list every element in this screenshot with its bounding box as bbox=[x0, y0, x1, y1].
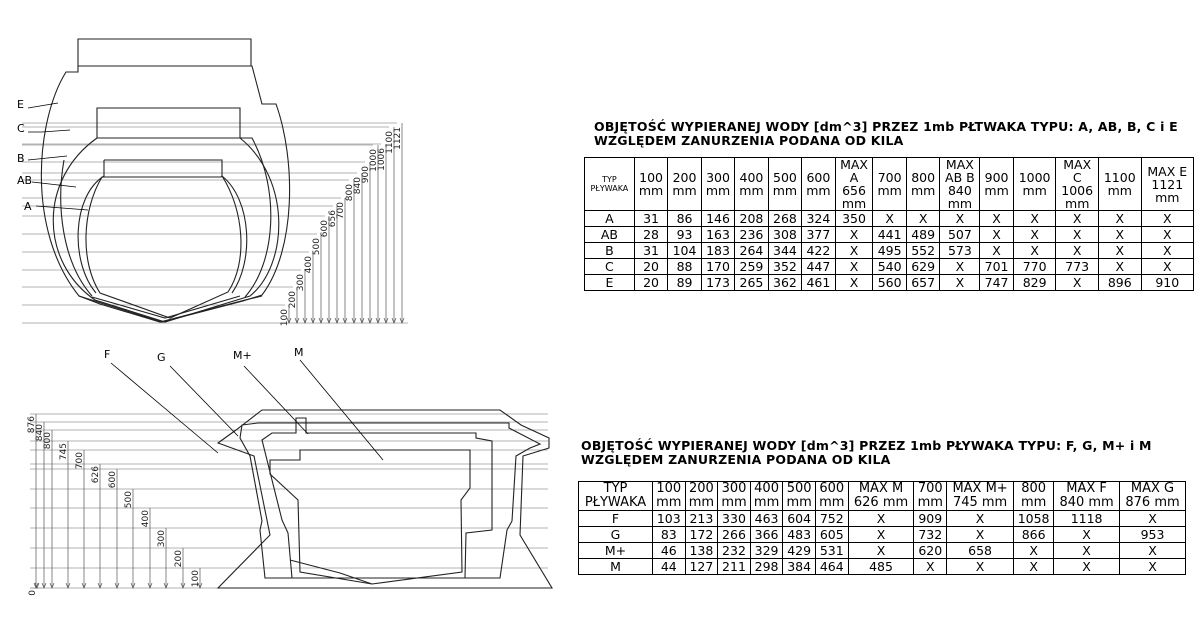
dimension-label: 840 bbox=[353, 177, 363, 195]
table2-cell: X bbox=[1054, 543, 1120, 559]
table2-cell: 384 bbox=[783, 559, 816, 575]
top-label-leaders bbox=[28, 103, 88, 210]
table2-title-line2: WZGLĘDEM ZANURZENIA PODANA OD KILA bbox=[581, 452, 891, 467]
table1-header-7: MAX A 656 mm bbox=[835, 158, 873, 211]
label-B: B bbox=[17, 152, 25, 165]
table1-cell: X bbox=[940, 275, 980, 291]
table1 bbox=[584, 157, 1194, 291]
table2-cell: F bbox=[579, 511, 653, 527]
dimension-label: 745 bbox=[59, 443, 69, 461]
table2-cell: X bbox=[1014, 559, 1054, 575]
table1-cell: 910 bbox=[1141, 275, 1193, 291]
table1-header-15: MAX E 1121 mm bbox=[1141, 158, 1193, 211]
table1-cell: 236 bbox=[735, 227, 768, 243]
table1-cell: X bbox=[1098, 211, 1141, 227]
table2-cell: 366 bbox=[750, 527, 783, 543]
table2-cell: 605 bbox=[815, 527, 848, 543]
table1-cell: X bbox=[1098, 243, 1141, 259]
table1-title bbox=[594, 120, 1178, 148]
table1-cell: 183 bbox=[701, 243, 734, 259]
label-M: M bbox=[294, 346, 304, 359]
table2-cell: 732 bbox=[914, 527, 947, 543]
table1-cell: X bbox=[835, 259, 873, 275]
table-row bbox=[579, 559, 1186, 575]
table2-cell: 1058 bbox=[1014, 511, 1054, 527]
table2-cell: 46 bbox=[653, 543, 686, 559]
table1-cell: 344 bbox=[768, 243, 801, 259]
table2-cell: 1118 bbox=[1054, 511, 1120, 527]
table2-cell: M bbox=[579, 559, 653, 575]
table1-cell: 422 bbox=[802, 243, 835, 259]
table1-cell: 573 bbox=[940, 243, 980, 259]
table1-cell: X bbox=[1141, 211, 1193, 227]
table1-cell: X bbox=[906, 211, 939, 227]
table2-cell: 266 bbox=[718, 527, 751, 543]
table2-cell: 909 bbox=[914, 511, 947, 527]
table1-cell: 350 bbox=[835, 211, 873, 227]
table1-cell: X bbox=[940, 211, 980, 227]
table2-header-0: TYP PŁYWAKA bbox=[579, 482, 653, 511]
dimension-label: 300 bbox=[296, 274, 306, 292]
table1-cell: X bbox=[1098, 227, 1141, 243]
table1-cell: AB bbox=[585, 227, 635, 243]
table2-cell: 172 bbox=[685, 527, 718, 543]
table2-cell: 329 bbox=[750, 543, 783, 559]
table2-title-line1: OBJĘTOŚĆ WYPIERANEJ WODY [dm^3] PRZEZ 1mb PŁYWAKA TYPU: F, G, M+ i M bbox=[581, 438, 1152, 453]
table2-cell: 463 bbox=[750, 511, 783, 527]
table-row bbox=[585, 211, 1194, 227]
table1-header-13: MAX C 1006 mm bbox=[1056, 158, 1099, 211]
table-row bbox=[585, 243, 1194, 259]
dimension-label: 300 bbox=[157, 530, 167, 548]
table2-cell: 604 bbox=[783, 511, 816, 527]
table1-cell: 268 bbox=[768, 211, 801, 227]
table1-cell: E bbox=[585, 275, 635, 291]
table1-cell: 88 bbox=[668, 259, 701, 275]
dimension-label: 1100 bbox=[385, 131, 395, 154]
table-row bbox=[585, 275, 1194, 291]
table1-cell: 264 bbox=[735, 243, 768, 259]
dimension-label: 1006 bbox=[377, 148, 387, 171]
table2-cell: X bbox=[1014, 543, 1054, 559]
table1-cell: X bbox=[835, 243, 873, 259]
table2-header-2: 200 mm bbox=[685, 482, 718, 511]
table2-cell: 138 bbox=[685, 543, 718, 559]
table1-header-5: 500 mm bbox=[768, 158, 801, 211]
dimension-label: 600 bbox=[108, 471, 118, 489]
table2-cell: X bbox=[1120, 511, 1186, 527]
table1-header-14: 1100 mm bbox=[1098, 158, 1141, 211]
table1-cell: 265 bbox=[735, 275, 768, 291]
table1-header-8: 700 mm bbox=[873, 158, 906, 211]
top-hull-profiles bbox=[41, 39, 289, 322]
table1-cell: X bbox=[873, 211, 906, 227]
table2-header-6: 600 mm bbox=[815, 482, 848, 511]
table1-cell: 829 bbox=[1013, 275, 1056, 291]
table2-header-7: MAX M 626 mm bbox=[848, 482, 914, 511]
table1-cell: 208 bbox=[735, 211, 768, 227]
table2-cell: X bbox=[1120, 559, 1186, 575]
bottom-hull-profiles bbox=[218, 410, 552, 588]
bottom-type-labels bbox=[104, 346, 304, 364]
table1-cell: 146 bbox=[701, 211, 734, 227]
table2-cell: 531 bbox=[815, 543, 848, 559]
table2-header-row bbox=[579, 482, 1186, 511]
dimension-label: 900 bbox=[361, 166, 371, 184]
table2-cell: 429 bbox=[783, 543, 816, 559]
table2-cell: 752 bbox=[815, 511, 848, 527]
table1-cell: 308 bbox=[768, 227, 801, 243]
table2-cell: X bbox=[947, 527, 1014, 543]
table1-header-row bbox=[585, 158, 1194, 211]
table2-cell: 330 bbox=[718, 511, 751, 527]
table2-cell: 866 bbox=[1014, 527, 1054, 543]
table1-cell: X bbox=[1141, 227, 1193, 243]
table2-title bbox=[581, 439, 1152, 467]
table2-cell: X bbox=[848, 543, 914, 559]
table2-cell: X bbox=[947, 559, 1014, 575]
table1-cell: X bbox=[1056, 243, 1099, 259]
table2-cell: 485 bbox=[848, 559, 914, 575]
table1-header-1: 100 mm bbox=[634, 158, 667, 211]
table-row bbox=[585, 259, 1194, 275]
table1-header-9: 800 mm bbox=[906, 158, 939, 211]
table1-cell: 377 bbox=[802, 227, 835, 243]
bottom-waterlines bbox=[30, 414, 548, 588]
table1-header-12: 1000 mm bbox=[1013, 158, 1056, 211]
table1-cell: 20 bbox=[634, 259, 667, 275]
table1-cell: X bbox=[940, 259, 980, 275]
table1-cell: 552 bbox=[906, 243, 939, 259]
table2-cell: 298 bbox=[750, 559, 783, 575]
table1-cell: 560 bbox=[873, 275, 906, 291]
table1-cell: C bbox=[585, 259, 635, 275]
table1-header-4: 400 mm bbox=[735, 158, 768, 211]
table2-cell: 232 bbox=[718, 543, 751, 559]
dimension-label: 700 bbox=[336, 202, 346, 220]
table2 bbox=[578, 481, 1186, 575]
table1-cell: 31 bbox=[634, 243, 667, 259]
table1-cell: 170 bbox=[701, 259, 734, 275]
table2-header-9: MAX M+ 745 mm bbox=[947, 482, 1014, 511]
table2-cell: X bbox=[1054, 559, 1120, 575]
table2-header-8: 700 mm bbox=[914, 482, 947, 511]
table1-cell: A bbox=[585, 211, 635, 227]
table1-cell: 362 bbox=[768, 275, 801, 291]
table2-cell: 658 bbox=[947, 543, 1014, 559]
table1-cell: X bbox=[835, 227, 873, 243]
dimension-label: 400 bbox=[304, 256, 314, 274]
label-G: G bbox=[157, 351, 166, 364]
table1-cell: 20 bbox=[634, 275, 667, 291]
dimension-label: 1121 bbox=[393, 127, 403, 150]
table1-cell: 352 bbox=[768, 259, 801, 275]
table-row bbox=[585, 227, 1194, 243]
table1-cell: X bbox=[835, 275, 873, 291]
table2-cell: M+ bbox=[579, 543, 653, 559]
table1-cell: X bbox=[1013, 227, 1056, 243]
table1-cell: 441 bbox=[873, 227, 906, 243]
table-row bbox=[579, 511, 1186, 527]
table1-cell: 28 bbox=[634, 227, 667, 243]
dimension-label: 876 bbox=[27, 416, 37, 434]
table2-header-1: 100 mm bbox=[653, 482, 686, 511]
table2-cell: X bbox=[1054, 527, 1120, 543]
dimension-label: 400 bbox=[141, 510, 151, 528]
table1-cell: 657 bbox=[906, 275, 939, 291]
table1-cell: X bbox=[1013, 243, 1056, 259]
table1-cell: X bbox=[980, 227, 1013, 243]
table2-header-11: MAX F 840 mm bbox=[1054, 482, 1120, 511]
label-M-plus: M+ bbox=[233, 349, 252, 362]
table2-cell: 464 bbox=[815, 559, 848, 575]
table2-cell: X bbox=[914, 559, 947, 575]
table2-cell: 483 bbox=[783, 527, 816, 543]
table1-cell: 93 bbox=[668, 227, 701, 243]
dimension-label: 600 bbox=[320, 220, 330, 238]
label-A: A bbox=[24, 200, 32, 213]
table1-cell: 89 bbox=[668, 275, 701, 291]
table1-header-11: 900 mm bbox=[980, 158, 1013, 211]
table1-cell: 747 bbox=[980, 275, 1013, 291]
table1-header-10: MAX AB B 840 mm bbox=[940, 158, 980, 211]
dimension-label: 656 bbox=[328, 210, 338, 228]
table1-cell: X bbox=[980, 243, 1013, 259]
dimension-label: 500 bbox=[312, 238, 322, 256]
dimension-label: 100 bbox=[280, 309, 290, 327]
table2-cell: 620 bbox=[914, 543, 947, 559]
table1-cell: 447 bbox=[802, 259, 835, 275]
table2-cell: G bbox=[579, 527, 653, 543]
table1-header-2: 200 mm bbox=[668, 158, 701, 211]
table2-header-5: 500 mm bbox=[783, 482, 816, 511]
table1-cell: 629 bbox=[906, 259, 939, 275]
table1-cell: 163 bbox=[701, 227, 734, 243]
table1-cell: 104 bbox=[668, 243, 701, 259]
table1-cell: X bbox=[1056, 227, 1099, 243]
table1-cell: 259 bbox=[735, 259, 768, 275]
dimension-label: 100 bbox=[191, 570, 201, 588]
table1-cell: X bbox=[1141, 259, 1193, 275]
table1-title-line2: WZGLĘDEM ZANURZENIA PODANA OD KILA bbox=[594, 133, 904, 148]
label-F: F bbox=[104, 348, 111, 361]
table2-cell: 83 bbox=[653, 527, 686, 543]
dimension-label: 700 bbox=[75, 452, 85, 470]
dimension-label: 200 bbox=[174, 550, 184, 568]
table1-header-0: TYP PŁYWAKA bbox=[585, 158, 635, 211]
table2-cell: 103 bbox=[653, 511, 686, 527]
table2-header-3: 300 mm bbox=[718, 482, 751, 511]
table-row bbox=[579, 527, 1186, 543]
dimension-label: 800 bbox=[345, 184, 355, 202]
top-type-labels bbox=[17, 98, 32, 213]
dimension-label: 626 bbox=[91, 466, 101, 484]
table1-cell: 770 bbox=[1013, 259, 1056, 275]
table2-header-12: MAX G 876 mm bbox=[1120, 482, 1186, 511]
table1-cell: X bbox=[1013, 211, 1056, 227]
table2-cell: 44 bbox=[653, 559, 686, 575]
table1-cell: 495 bbox=[873, 243, 906, 259]
table2-cell: X bbox=[1120, 543, 1186, 559]
label-AB: AB bbox=[17, 174, 33, 187]
dimension-label: 840 bbox=[35, 424, 45, 442]
table1-cell: 489 bbox=[906, 227, 939, 243]
table1-cell: 86 bbox=[668, 211, 701, 227]
label-C: C bbox=[17, 122, 25, 135]
table1-cell: X bbox=[1141, 243, 1193, 259]
table1-cell: X bbox=[1056, 275, 1099, 291]
table2-cell: 213 bbox=[685, 511, 718, 527]
table1-cell: X bbox=[1056, 211, 1099, 227]
dimension-label: 500 bbox=[124, 491, 134, 509]
dimension-label: 800 bbox=[43, 432, 53, 450]
table2-header-4: 400 mm bbox=[750, 482, 783, 511]
table1-cell: X bbox=[980, 211, 1013, 227]
table-row bbox=[579, 543, 1186, 559]
table1-cell: X bbox=[1098, 259, 1141, 275]
table2-cell: 211 bbox=[718, 559, 751, 575]
table2-cell: X bbox=[848, 511, 914, 527]
table1-cell: 31 bbox=[634, 211, 667, 227]
table1-cell: 896 bbox=[1098, 275, 1141, 291]
table1-cell: 507 bbox=[940, 227, 980, 243]
table1-cell: B bbox=[585, 243, 635, 259]
table2-cell: 127 bbox=[685, 559, 718, 575]
table1-header-6: 600 mm bbox=[802, 158, 835, 211]
table2-cell: X bbox=[947, 511, 1014, 527]
table1-cell: 461 bbox=[802, 275, 835, 291]
table1-cell: 324 bbox=[802, 211, 835, 227]
dimension-label: 0 bbox=[28, 590, 38, 596]
dimension-label: 200 bbox=[288, 291, 298, 309]
table1-title-line1: OBJĘTOŚĆ WYPIERANEJ WODY [dm^3] PRZEZ 1mb PŁTWAKA TYPU: A, AB, B, C i E bbox=[594, 119, 1178, 134]
table2-header-10: 800 mm bbox=[1014, 482, 1054, 511]
table2-cell: X bbox=[848, 527, 914, 543]
table1-cell: 701 bbox=[980, 259, 1013, 275]
label-E: E bbox=[17, 98, 24, 111]
table1-cell: 173 bbox=[701, 275, 734, 291]
table1-cell: 540 bbox=[873, 259, 906, 275]
table1-cell: 773 bbox=[1056, 259, 1099, 275]
dimension-label: 1000 bbox=[369, 149, 379, 172]
table1-header-3: 300 mm bbox=[701, 158, 734, 211]
table2-cell: 953 bbox=[1120, 527, 1186, 543]
